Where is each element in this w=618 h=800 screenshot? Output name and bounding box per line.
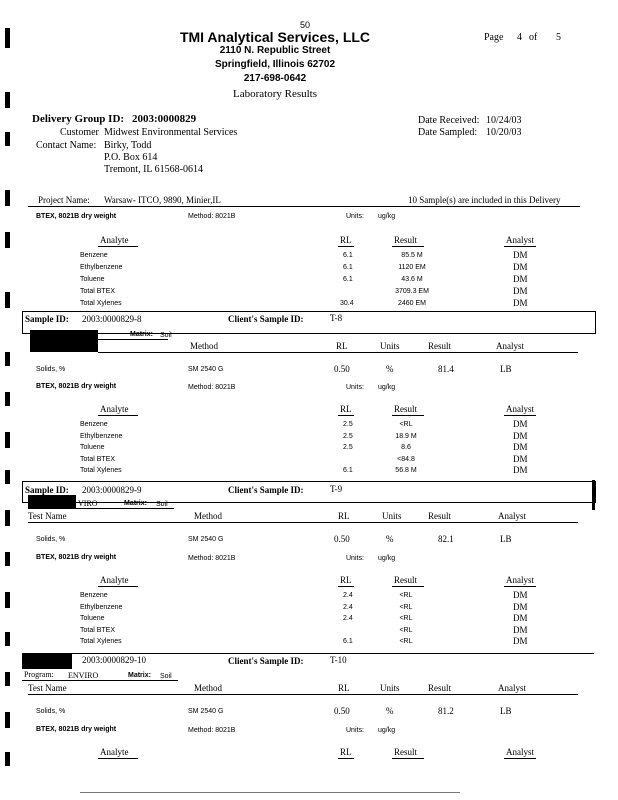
table-row xyxy=(0,274,618,286)
sample-9-client-id: T-9 xyxy=(330,484,343,494)
table-row xyxy=(0,419,618,431)
header-rl: RL xyxy=(340,404,352,414)
analyte-name: Toluene xyxy=(80,276,105,283)
analyst-value: DM xyxy=(513,419,528,429)
page-total: 5 xyxy=(556,32,561,43)
analyst-value: DM xyxy=(513,442,528,452)
rl-value: 2.5 xyxy=(343,421,353,428)
result-value: <84.8 xyxy=(397,455,415,463)
contact-name: Birky, Todd xyxy=(104,140,152,151)
contact-address-1: P.O. Box 614 xyxy=(104,152,158,163)
result-value: 8.6 xyxy=(401,444,411,451)
sample-8-solids-analyst: LB xyxy=(500,364,512,374)
sample-10-top-rule xyxy=(22,653,594,654)
customer-name: Midwest Environmental Services xyxy=(104,127,238,138)
customer-label: Customer xyxy=(60,127,99,138)
header-units: Units xyxy=(380,341,400,351)
solids-method: SM 2540 G xyxy=(188,708,224,715)
program-fragment: VIRO xyxy=(78,499,98,508)
rl-value: 6.1 xyxy=(343,276,353,283)
table-row xyxy=(0,454,618,466)
analyst-value: DM xyxy=(513,465,528,475)
sample-10-client-id: T-10 xyxy=(330,655,347,665)
analyst-value: DM xyxy=(513,298,528,308)
result-value: <RL xyxy=(399,421,413,428)
btex-method: Method: 8021B xyxy=(188,384,236,391)
btex-title: BTEX, 8021B dry weight xyxy=(36,726,117,733)
page-number: 4 xyxy=(517,32,522,43)
solids-test-name: Solids, % xyxy=(36,536,66,543)
sample-10-solids-analyst: LB xyxy=(500,706,512,716)
scan-edge-mark xyxy=(592,480,595,510)
btex-table-1 xyxy=(0,250,618,310)
analyst-value: DM xyxy=(513,250,528,260)
solids-units: % xyxy=(386,534,394,544)
binder-mark xyxy=(5,552,10,566)
client-sample-id-label: Client's Sample ID: xyxy=(228,314,304,324)
analyst-value: DM xyxy=(513,624,528,635)
page-label: Page xyxy=(484,32,504,43)
analyst-value: DM xyxy=(513,601,528,612)
table-row xyxy=(0,602,618,614)
result-value: 56.8 M xyxy=(395,467,417,474)
header-analyst: Analyst xyxy=(506,404,534,414)
result-value: 85.5 M xyxy=(401,252,423,259)
sample-id-label: Sample ID: xyxy=(25,314,69,324)
program-label: Program: xyxy=(24,670,54,679)
btex-method: Method: 8021B xyxy=(188,555,236,562)
analyte-name: Benzene xyxy=(80,592,108,599)
btex-table-sample-8 xyxy=(0,419,618,477)
header-rl: RL xyxy=(340,575,352,585)
header-result: Result xyxy=(394,235,418,245)
analyte-name: Benzene xyxy=(80,421,108,428)
header-analyte: Analyte xyxy=(100,575,129,585)
result-value: 18.9 M xyxy=(395,432,417,440)
sample-8-id: 2003:0000829-8 xyxy=(82,314,142,324)
samples-included-note: 10 Sample(s) are included in this Delivery xyxy=(408,195,561,205)
sample-9-solids-analyst: LB xyxy=(500,534,512,544)
btex-units-label: Units: xyxy=(346,727,364,734)
analyte-name: Toluene xyxy=(80,615,105,622)
matrix-label: Matrix: xyxy=(128,672,151,679)
header-rl: RL xyxy=(338,511,350,521)
btex-units-value: ug/kg xyxy=(378,555,396,562)
date-sampled: 10/20/03 xyxy=(486,127,522,138)
rl-value: 2.4 xyxy=(343,592,353,599)
page-of: of xyxy=(529,32,538,43)
table-row xyxy=(0,250,618,262)
analyst-value: DM xyxy=(513,453,528,464)
binder-mark xyxy=(5,132,10,146)
binder-mark xyxy=(5,190,10,206)
project-label: Project Name: xyxy=(38,195,90,205)
redaction-block xyxy=(22,653,72,669)
btex-method: Method: 8021B xyxy=(188,213,236,220)
header-analyte: Analyte xyxy=(100,235,129,245)
matrix-label: Matrix: xyxy=(124,500,147,507)
date-received-label: Date Received: xyxy=(418,115,480,126)
rl-value: 30.4 xyxy=(340,300,354,307)
header-analyst: Analyst xyxy=(506,575,534,585)
header-rl: RL xyxy=(340,747,352,757)
page-top-number: 50 xyxy=(299,20,310,30)
rl-value: 6.1 xyxy=(343,252,353,259)
analyte-name: Total BTEX xyxy=(80,288,116,295)
table-row xyxy=(0,590,618,602)
result-value: 1120 EM xyxy=(398,264,426,271)
analyte-name: Total Xylenes xyxy=(80,467,122,474)
matrix-value: Soil xyxy=(160,332,172,339)
btex-units-value: ug/kg xyxy=(378,727,396,734)
analyte-name: Ethylbenzene xyxy=(80,264,123,271)
analyst-value: DM xyxy=(513,430,528,441)
header-rl: RL xyxy=(340,235,352,245)
analyst-value: DM xyxy=(513,590,528,600)
btex-title: BTEX, 8021B dry weight xyxy=(36,383,117,390)
analyte-name: Toluene xyxy=(80,444,105,451)
header-analyst: Analyst xyxy=(498,511,526,521)
contact-label: Contact Name: xyxy=(36,140,97,151)
header-analyst: Analyst xyxy=(498,683,526,693)
table-row xyxy=(0,613,618,625)
header-method: Method xyxy=(194,511,222,521)
solids-method: SM 2540 G xyxy=(188,366,224,373)
result-value: 43.6 M xyxy=(401,276,423,283)
btex-method: Method: 8021B xyxy=(188,727,236,734)
btex-units-label: Units: xyxy=(346,384,364,391)
date-received: 10/24/03 xyxy=(486,115,522,126)
binder-mark xyxy=(5,510,10,526)
solids-rl: 0.50 xyxy=(334,364,350,374)
table-row xyxy=(0,465,618,477)
table-row xyxy=(0,442,618,454)
header-result: Result xyxy=(428,341,452,351)
result-value: <RL xyxy=(399,603,413,611)
btex-title: BTEX, 8021B dry weight xyxy=(36,554,117,561)
rl-value: 6.1 xyxy=(343,638,353,645)
company-street: 2110 N. Republic Street xyxy=(219,45,331,56)
analyte-name: Ethylbenzene xyxy=(80,432,123,440)
header-result: Result xyxy=(428,683,452,693)
contact-address-2: Tremont, IL 61568-0614 xyxy=(104,164,203,175)
header-units: Units xyxy=(380,683,400,693)
solids-method: SM 2540 G xyxy=(188,536,224,543)
solids-units: % xyxy=(386,706,394,716)
company-name: TMI Analytical Services, LLC xyxy=(179,29,371,45)
btex-units-label: Units: xyxy=(346,213,364,220)
result-value: 2460 EM xyxy=(397,300,427,307)
company-city: Springfield, Illinois 62702 xyxy=(214,59,336,70)
header-result: Result xyxy=(394,747,418,757)
header-analyte: Analyte xyxy=(100,747,129,757)
solids-rl: 0.50 xyxy=(334,706,350,716)
binder-mark xyxy=(5,712,10,728)
solids-units: % xyxy=(386,364,394,374)
report-subtitle: Laboratory Results xyxy=(232,88,317,100)
header-result: Result xyxy=(394,575,418,585)
header-analyte: Analyte xyxy=(100,404,129,414)
redaction-block xyxy=(28,495,76,509)
rl-value: 2.4 xyxy=(343,615,353,622)
scan-bottom-edge xyxy=(80,792,460,793)
sample-8-solids-result: 81.4 xyxy=(438,364,454,374)
result-value: <RL xyxy=(399,626,413,634)
rl-value: 2.5 xyxy=(343,432,353,440)
table-row xyxy=(0,286,618,298)
analyte-name: Total BTEX xyxy=(80,626,116,634)
sample-10-solids-result: 81.2 xyxy=(438,706,454,716)
rl-value: 6.1 xyxy=(343,264,353,271)
rl-value: 6.1 xyxy=(343,467,353,474)
result-value: <RL xyxy=(399,592,413,599)
sample-9-id: 2003:0000829-9 xyxy=(82,485,142,495)
analyte-name: Benzene xyxy=(80,252,108,259)
header-analyst: Analyst xyxy=(506,747,534,757)
solids-rl: 0.50 xyxy=(334,534,350,544)
sample-8-client-id: T-8 xyxy=(330,313,343,323)
table-row xyxy=(0,262,618,274)
header-analyst: Analyst xyxy=(496,341,524,351)
header-analyst: Analyst xyxy=(506,235,534,245)
binder-mark xyxy=(5,752,10,766)
matrix-value: Soil xyxy=(156,501,168,508)
result-value: 3709.3 EM xyxy=(395,288,429,295)
header-rl: RL xyxy=(338,683,350,693)
analyst-value: DM xyxy=(513,636,528,646)
binder-mark xyxy=(5,92,10,108)
matrix-label: Matrix: xyxy=(130,331,153,338)
btex-units-value: ug/kg xyxy=(378,384,396,391)
analyte-name: Total BTEX xyxy=(80,455,116,463)
header-method: Method xyxy=(190,341,218,351)
header-test-name: Test Name xyxy=(28,511,67,521)
redaction-block xyxy=(30,330,98,352)
header-result: Result xyxy=(428,511,452,521)
client-sample-id-label: Client's Sample ID: xyxy=(228,656,304,666)
table-row xyxy=(0,636,618,648)
client-sample-id-label: Client's Sample ID: xyxy=(228,485,304,495)
analyst-value: DM xyxy=(513,274,528,284)
solids-test-name: Solids, % xyxy=(36,708,66,715)
btex-units-label: Units: xyxy=(346,555,364,562)
btex-units-value: ug/kg xyxy=(378,213,396,220)
project-divider xyxy=(28,206,580,207)
header-test-name: Test Name xyxy=(28,683,67,693)
analyst-value: DM xyxy=(513,286,528,296)
analyte-name: Ethylbenzene xyxy=(80,603,123,611)
sample-id-label: Sample ID: xyxy=(25,485,69,495)
binder-mark xyxy=(5,352,10,366)
binder-mark xyxy=(5,392,10,406)
header-method: Method xyxy=(194,683,222,693)
header-rl: RL xyxy=(336,341,348,351)
sample-10-id: 2003:0000829-10 xyxy=(82,655,146,665)
analyte-name: Total Xylenes xyxy=(80,300,122,307)
binder-mark xyxy=(5,28,10,48)
table-row xyxy=(0,298,618,310)
header-result: Result xyxy=(394,404,418,414)
btex-title: BTEX, 8021B dry weight xyxy=(36,213,117,220)
program-value: ENVIRO xyxy=(68,671,99,680)
date-sampled-label: Date Sampled: xyxy=(418,127,478,138)
project-name: Warsaw- ITCO, 9890, Minier,IL xyxy=(104,195,221,205)
result-value: <RL xyxy=(399,615,413,622)
btex-table-sample-9 xyxy=(0,590,618,648)
company-phone: 217-698-0642 xyxy=(243,73,307,84)
table-row xyxy=(0,625,618,637)
matrix-value: Soil xyxy=(160,673,172,680)
analyst-value: DM xyxy=(513,262,528,272)
analyst-value: DM xyxy=(513,613,528,623)
sample-9-solids-result: 82.1 xyxy=(438,534,454,544)
result-value: <RL xyxy=(399,638,413,645)
delivery-group-label: Delivery Group ID: xyxy=(32,113,125,125)
solids-test-name: Solids, % xyxy=(36,366,66,373)
rl-value: 2.4 xyxy=(343,603,353,611)
delivery-group-id: 2003:0000829 xyxy=(132,113,197,125)
binder-mark xyxy=(5,232,10,248)
binder-mark xyxy=(5,672,10,686)
table-row xyxy=(0,431,618,443)
rl-value: 2.5 xyxy=(343,444,353,451)
header-units: Units xyxy=(382,511,402,521)
analyte-name: Total Xylenes xyxy=(80,638,122,645)
